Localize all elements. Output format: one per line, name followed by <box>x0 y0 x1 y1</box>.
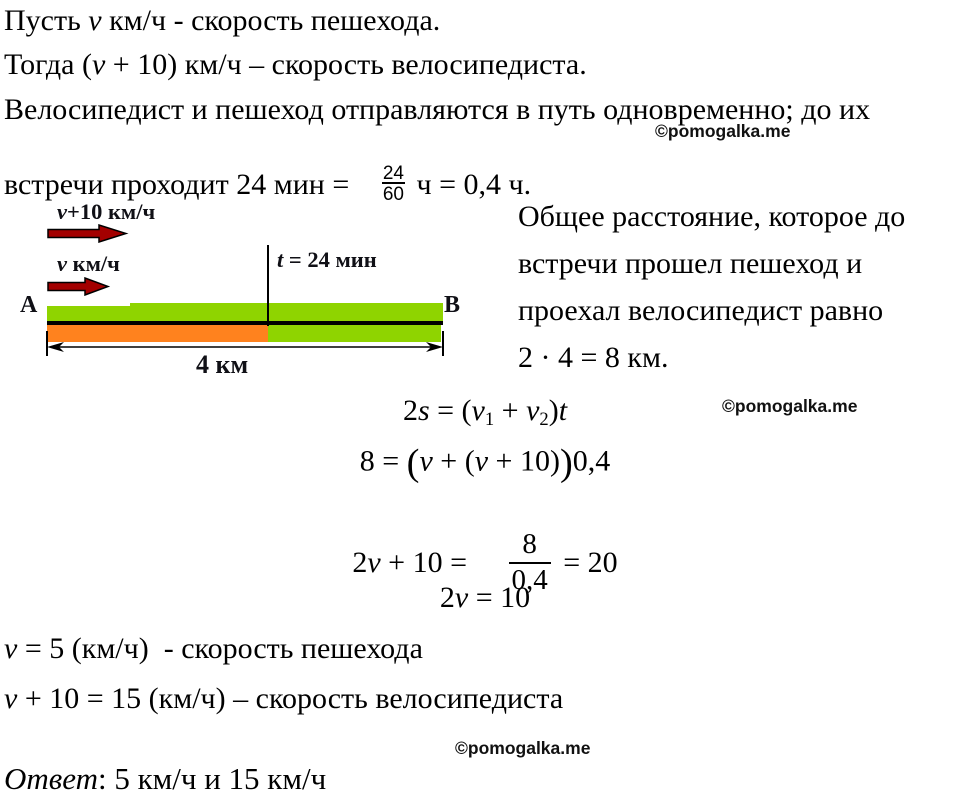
green-bar-step <box>47 303 130 306</box>
fraction-numerator: 8 <box>522 528 537 561</box>
pedestrian-arrow-icon <box>47 277 111 296</box>
cyclist-speed-label: v+10 км/ч <box>57 199 156 224</box>
fraction-denominator: 60 <box>382 183 404 205</box>
pedestrian-speed-label: v км/ч <box>57 251 120 276</box>
watermark: ©pomogalka.me <box>722 396 858 416</box>
equation-division-right: = 20 <box>555 545 618 579</box>
explanation-line-3: проехал велосипедист равно <box>518 294 884 327</box>
point-b-label: B <box>444 292 461 318</box>
equation-division-left: 2v + 10 = <box>352 545 475 579</box>
watermark: ©pomogalka.me <box>655 121 791 141</box>
equation-result: 2v = 10 <box>439 581 531 614</box>
explanation-line-4: 2 · 4 = 8 км. <box>518 341 669 374</box>
point-a-label: A <box>20 292 38 318</box>
solution-line-3: Велосипедист и пешеход отправляются в путь одновременно; до их <box>4 93 871 126</box>
line4-prefix: встречи проходит 24 мин = <box>4 167 357 201</box>
explanation-line-1: Общее расстояние, которое до <box>518 200 906 233</box>
equation-substituted: 8 = (v + (v + 10))0,4 <box>359 442 611 484</box>
solution-line-2: Тогда (v + 10) км/ч – скорость велосипедиста. <box>4 48 587 81</box>
cyclist-arrow-icon <box>47 224 129 243</box>
equation-sum-formula: $2s = (v_1 + v_2)t$ <box>402 394 568 431</box>
total-distance-label: 4 км <box>196 350 249 379</box>
fraction-numerator: 24 <box>382 162 404 184</box>
answer-line: Ответ: 5 км/ч и 15 км/ч <box>4 761 327 796</box>
result-pedestrian: v = 5 (км/ч) - скорость пешехода <box>4 632 423 665</box>
watermark: ©pomogalka.me <box>455 738 591 758</box>
result-cyclist: v + 10 = 15 (км/ч) – скорость велосипедиста <box>4 682 564 715</box>
solution-line-1: Пусть v км/ч - скорость пешехода. <box>4 4 441 37</box>
meeting-point-line <box>267 245 269 326</box>
fraction-24-60 <box>361 143 405 227</box>
explanation-line-2: встречи прошел пешеход и <box>518 247 863 280</box>
line4-suffix: ч = 0,4 ч. <box>409 167 532 201</box>
fraction-denominator: 0,4 <box>509 562 551 596</box>
meeting-time-label: t = 24 мин <box>277 247 377 272</box>
